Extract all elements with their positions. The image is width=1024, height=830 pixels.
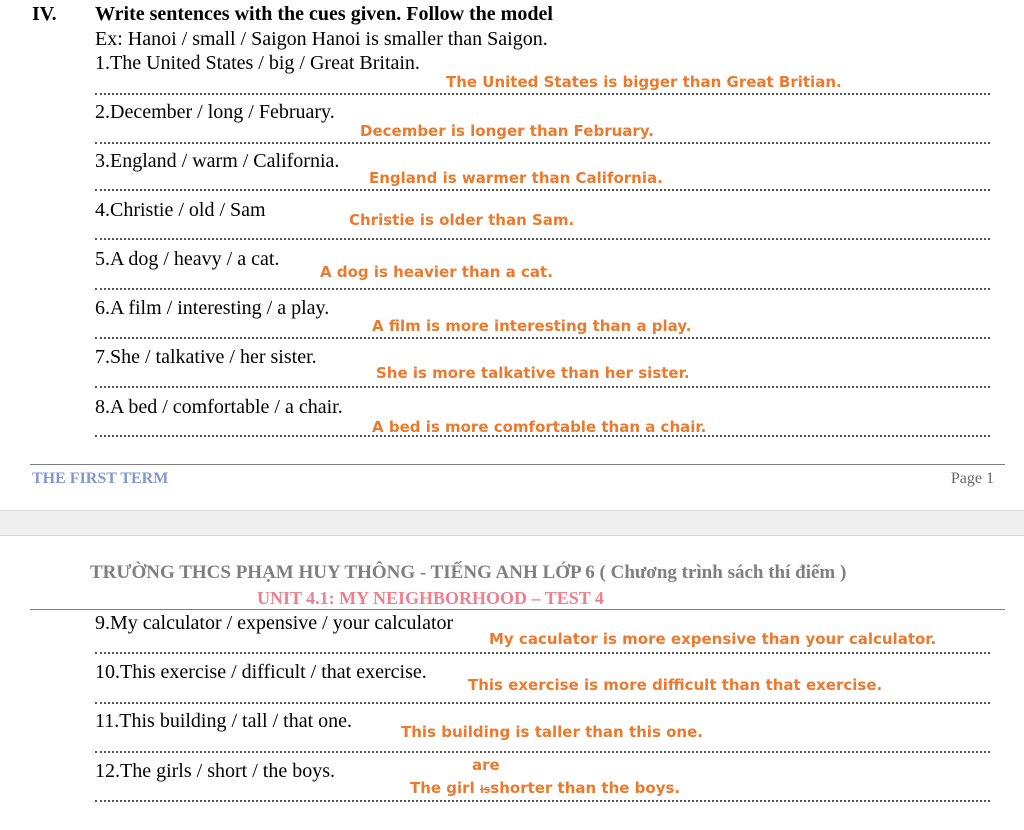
answer-line-7 xyxy=(95,386,990,388)
cue-8: 8.A bed / comfortable / a chair. xyxy=(95,396,343,418)
answer-12-suffix: shorter than the boys. xyxy=(490,779,681,797)
answer-10: This exercise is more difficult than that exercise. xyxy=(468,676,883,694)
footer-term: THE FIRST TERM xyxy=(32,470,169,487)
school-header: TRƯỜNG THCS PHẠM HUY THÔNG - TIẾNG ANH LỚP 6 ( Chương trình sách thí điểm ) xyxy=(90,562,847,583)
answer-1: The United States is bigger than Great Britian. xyxy=(446,73,842,91)
cue-9: 9.My calculator / expensive / your calculator xyxy=(95,612,454,634)
cue-2: 2.December / long / February. xyxy=(95,101,335,123)
answer-7: She is more talkative than her sister. xyxy=(376,364,690,382)
answer-line-2 xyxy=(95,142,990,144)
cue-7: 7.She / talkative / her sister. xyxy=(95,346,317,368)
answer-12-prefix: The girl xyxy=(410,779,480,797)
page-number: Page 1 xyxy=(950,470,994,487)
exercise-title: Write sentences with the cues given. Follow the model xyxy=(95,3,553,25)
answer-6: A film is more interesting than a play. xyxy=(372,317,692,335)
cue-6: 6.A film / interesting / a play. xyxy=(95,297,330,319)
answer-line-9 xyxy=(95,652,990,654)
answer-line-6 xyxy=(95,337,990,339)
exercise-example: Ex: Hanoi / small / Saigon Hanoi is smaller than Saigon. xyxy=(95,28,548,50)
answer-12-struck: is xyxy=(479,783,491,796)
answer-3: England is warmer than California. xyxy=(369,169,663,187)
answer-line-5 xyxy=(95,288,990,290)
answer-line-3 xyxy=(95,189,990,191)
answer-2: December is longer than February. xyxy=(360,122,654,140)
exercise-number: IV. xyxy=(32,3,57,25)
cue-4: 4.Christie / old / Sam xyxy=(95,199,266,221)
cue-12: 12.The girls / short / the boys. xyxy=(95,760,335,782)
cue-1: 1.The United States / big / Great Britain. xyxy=(95,52,420,74)
answer-line-4 xyxy=(95,238,990,240)
cue-10: 10.This exercise / difficult / that exercise. xyxy=(95,661,427,683)
cue-11: 11.This building / tall / that one. xyxy=(95,710,353,732)
answer-9: My caculator is more expensive than your calculator. xyxy=(489,630,937,648)
unit-title: UNIT 4.1: MY NEIGHBORHOOD – TEST 4 xyxy=(257,588,604,608)
answer-12 xyxy=(410,779,680,797)
answer-line-11 xyxy=(95,751,990,753)
answer-11: This building is taller than this one. xyxy=(401,723,703,741)
answer-8: A bed is more comfortable than a chair. xyxy=(372,418,707,436)
cue-5: 5.A dog / heavy / a cat. xyxy=(95,248,280,270)
answer-line-8 xyxy=(95,435,990,437)
correction-are: are xyxy=(472,756,500,774)
page-2 xyxy=(0,536,1024,830)
cue-3: 3.England / warm / California. xyxy=(95,150,340,172)
page-separator xyxy=(0,510,1024,536)
answer-5: A dog is heavier than a cat. xyxy=(320,263,553,281)
answer-line-12 xyxy=(95,800,990,802)
answer-4: Christie is older than Sam. xyxy=(349,211,575,229)
answer-line-10 xyxy=(95,702,990,704)
header-rule xyxy=(30,609,1005,610)
footer-rule xyxy=(30,464,1005,465)
answer-line-1 xyxy=(95,93,990,95)
